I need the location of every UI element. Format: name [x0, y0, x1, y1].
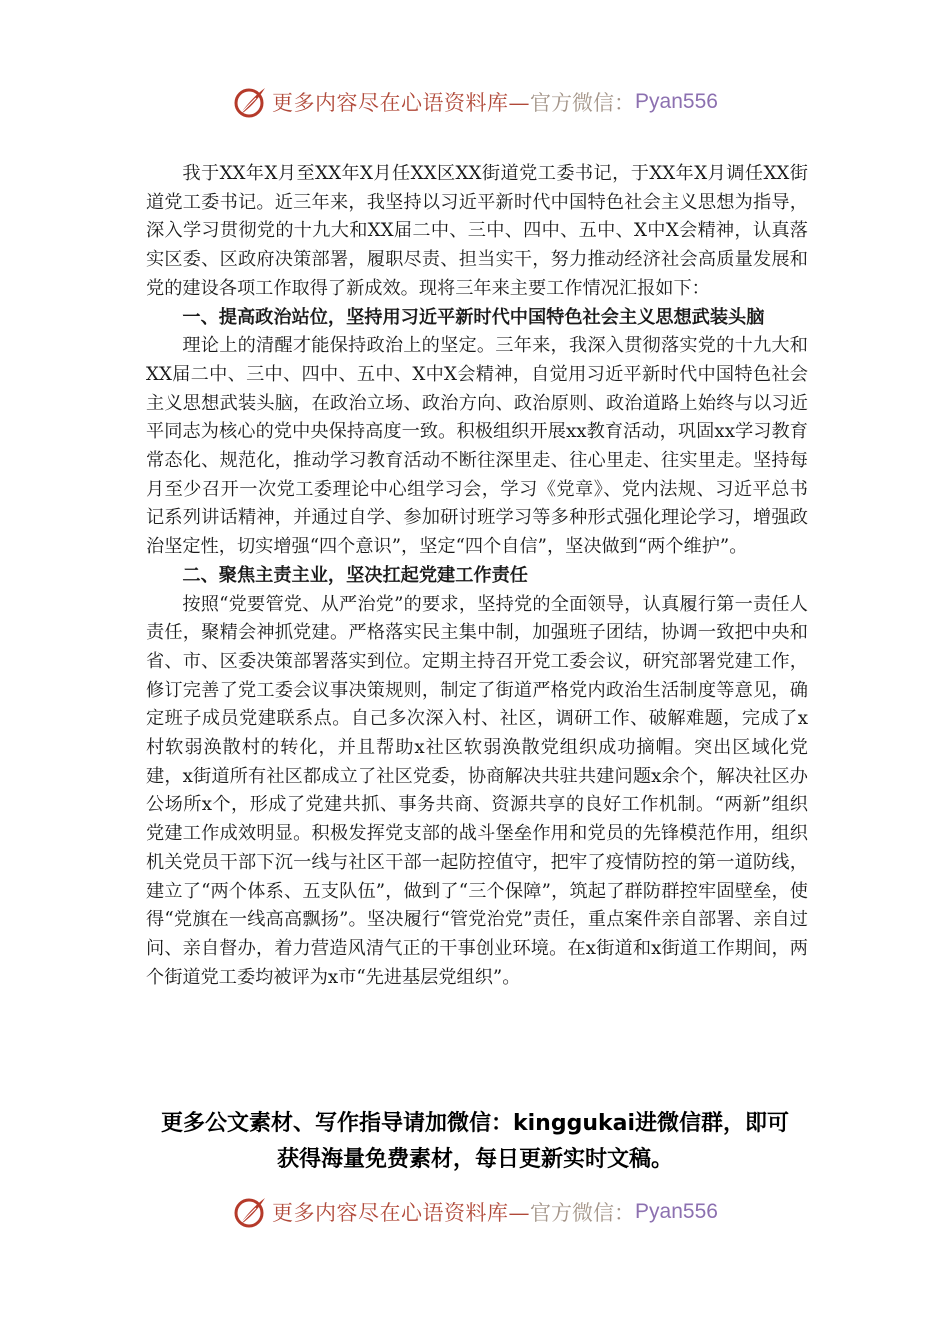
banner-wechat-id: Pyan556	[635, 90, 718, 113]
banner-wechat-label: 官方微信：	[530, 1201, 636, 1225]
promo-line: 更多公文素材、写作指导请加微信：kinggukai进微信群，即可	[160, 1111, 789, 1136]
quill-logo-icon	[232, 1194, 268, 1230]
banner-wechat-label: 官方微信：	[530, 91, 636, 115]
section-heading: 二、聚焦主责主业，坚决扛起党建工作责任	[182, 564, 528, 586]
section-paragraph: 理论上的清醒才能保持政治上的坚定。三年来，我深入贯彻落实党的十九大和XX届二中、三中、四中、五中、X中X会精神，自觉用习近平新时代中国特色社会主义思想武装头脑，在政治立场、政治方向、政治原则、政治道路上始终与以习近平同志为核心的党中央保持高度一致。积极组织开展xx教育活动，巩固xx学习教育常态化、规范化，推动学习教育活动不断往深里走、往心里走、往实里走。坚持每月至少召开一次党工委理论中心组学习会，学习《党章》、党内法规、习近平总书记系列讲话精神，并通过自学、参加研讨班学习等多种形式强化理论学习，增强政治坚定性，切实增强“四个意识”，坚定“四个自信”，坚决做到“两个维护”。	[146, 335, 808, 558]
section-heading: 一、提高政治站位，坚持用习近平新时代中国特色社会主义思想武装头脑	[182, 306, 765, 328]
footer-banner	[0, 1190, 950, 1234]
banner-wechat-id: Pyan556	[635, 1200, 718, 1223]
banner-title: 更多内容尽在心语资料库—	[272, 1201, 531, 1225]
promo-notice	[120, 1106, 830, 1178]
header-banner	[0, 80, 950, 124]
intro-paragraph: 我于XX年X月至XX年X月任XX区XX街道党工委书记，于XX年X月调任XX街道党工委书记。近三年来，我坚持以习近平新时代中国特色社会主义思想为指导，深入学习贯彻党的十九大和XX届二中、三中、四中、五中、X中X会精神，认真落实区委、区政府决策部署，履职尽责、担当实干，努力推动经济社会高质量发展和党的建设各项工作取得了新成效。现将三年来主要工作情况汇报如下：	[146, 163, 808, 299]
promo-line: 获得海量免费素材，每日更新实时文稿。	[276, 1147, 673, 1172]
section-paragraph: 按照“党要管党、从严治党”的要求，坚持党的全面领导，认真履行第一责任人责任，聚精会神抓党建。严格落实民主集中制，加强班子团结，协调一致把中央和省、市、区委决策部署落实到位。定期主持召开党工委会议，研究部署党建工作，修订完善了党工委会议事决策规则，制定了街道严格党内政治生活制度等意见，确定班子成员党建联系点。自己多次深入村、社区，调研工作、破解难题，完成了x村软弱涣散村的转化，并且帮助x社区软弱涣散党组织成功摘帽。突出区域化党建，x街道所有社区都成立了社区党委，协商解决共驻共建问题x余个，解决社区办公场所x个，形成了党建共抓、事务共商、资源共享的良好工作机制。“两新”组织党建工作成效明显。积极发挥党支部的战斗堡垒作用和党员的先锋模范作用，组织机关党员干部下沉一线与社区干部一起防控值守，把牢了疫情防控的第一道防线，建立了“两个体系、五支队伍”，做到了“三个保障”，筑起了群防群控牢固壁垒，使得“党旗在一线高高飘扬”。坚决履行“管党治党”责任，重点案件亲自部署、亲自过问、亲自督办，着力营造风清气正的干事创业环境。在x街道和x街道工作期间，两个街道党工委均被评为x市“先进基层党组织”。	[146, 593, 808, 988]
document-body	[146, 160, 808, 992]
banner-title: 更多内容尽在心语资料库—	[272, 91, 531, 115]
quill-logo-icon	[232, 84, 268, 120]
